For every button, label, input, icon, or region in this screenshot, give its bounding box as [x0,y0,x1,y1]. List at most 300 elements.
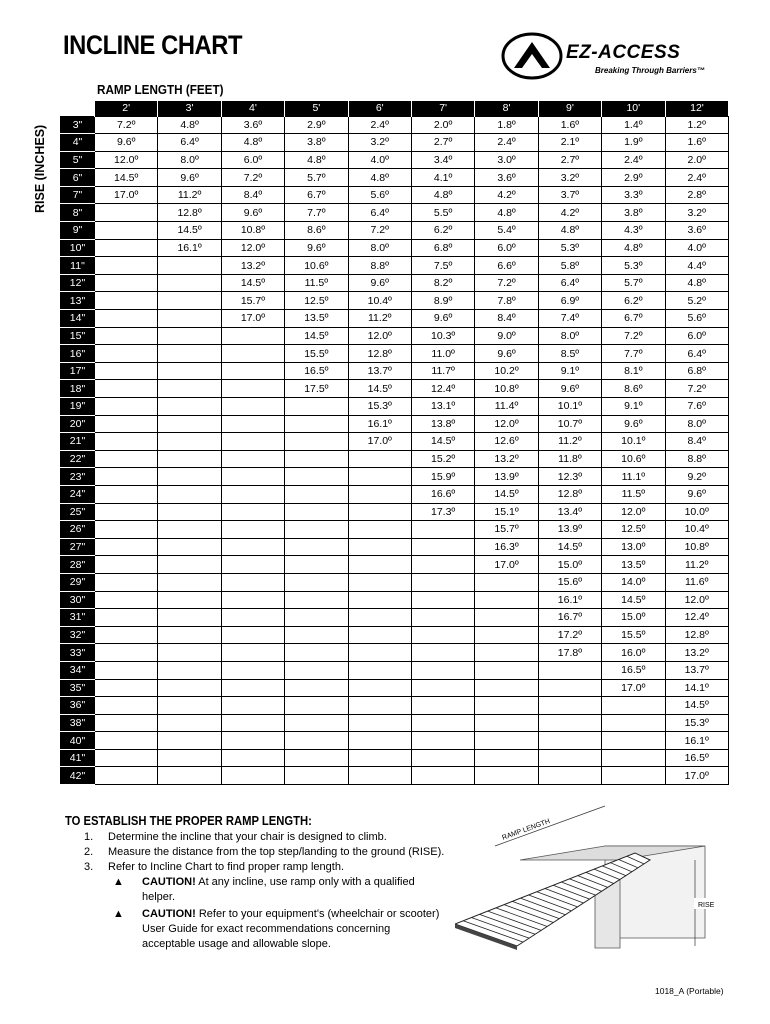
table-row [61,609,729,627]
incline-cell [348,485,411,503]
incline-cell [158,433,221,451]
incline-cell: 15.3º [665,714,728,732]
incline-cell [221,433,284,451]
incline-cell [221,609,284,627]
rise-cell: 3" [61,116,95,134]
incline-cell [411,626,474,644]
incline-cell [285,450,348,468]
table-row [61,186,729,204]
incline-cell [158,626,221,644]
table-row [61,767,729,785]
column-header: 6' [348,101,411,116]
incline-cell [285,697,348,715]
incline-cell [221,485,284,503]
incline-cell: 13.7º [348,362,411,380]
table-row [61,134,729,152]
rise-cell: 31" [61,609,95,627]
rise-cell: 6" [61,169,95,187]
incline-cell: 3.0º [475,151,538,169]
incline-cell [285,521,348,539]
incline-cell: 15.5º [602,626,665,644]
incline-cell: 4.2º [538,204,601,222]
incline-cell: 14.5º [221,274,284,292]
incline-cell: 13.5º [285,310,348,328]
incline-cell [221,398,284,416]
incline-cell [221,362,284,380]
incline-cell: 6.4º [538,274,601,292]
incline-cell: 9.6º [95,134,158,152]
incline-cell: 5.3º [538,239,601,257]
table-row [61,450,729,468]
incline-cell [158,362,221,380]
incline-cell [158,468,221,486]
incline-cell: 15.0º [602,609,665,627]
step-text: Measure the distance from the top step/landing to the ground (RISE). [108,846,445,858]
incline-cell [285,626,348,644]
incline-cell: 12.4º [411,380,474,398]
incline-cell: 2.8º [665,186,728,204]
incline-cell: 13.8º [411,415,474,433]
incline-cell: 9.6º [221,204,284,222]
incline-cell: 4.2º [475,186,538,204]
incline-cell: 8.4º [665,433,728,451]
incline-cell [221,521,284,539]
incline-cell [285,591,348,609]
incline-cell [221,767,284,785]
incline-cell [158,644,221,662]
incline-cell: 8.6º [602,380,665,398]
incline-cell: 17.0º [475,556,538,574]
incline-cell [411,609,474,627]
incline-cell [221,345,284,363]
incline-cell: 3.8º [602,204,665,222]
incline-cell: 16.1º [348,415,411,433]
incline-cell: 4.8º [221,134,284,152]
column-header: 4' [221,101,284,116]
incline-cell [285,556,348,574]
column-header: 3' [158,101,221,116]
caution-list [113,875,443,954]
ramp-length-axis-label: RAMP LENGTH (FEET) [97,82,224,97]
incline-cell [602,697,665,715]
table-row [61,714,729,732]
step-text: Determine the incline that your chair is designed to climb. [108,831,387,843]
incline-cell: 12.5º [285,292,348,310]
incline-cell: 17.8º [538,644,601,662]
caution-label: CAUTION! [142,876,196,888]
table-row [61,169,729,187]
incline-cell: 4.1º [411,169,474,187]
incline-cell [348,468,411,486]
incline-cell: 16.7º [538,609,601,627]
incline-cell [411,714,474,732]
incline-cell [602,767,665,785]
caution-item [113,875,443,905]
incline-cell: 8.0º [348,239,411,257]
incline-cell: 4.8º [285,151,348,169]
rise-cell: 4" [61,134,95,152]
rise-cell: 12" [61,274,95,292]
incline-cell: 10.8º [665,538,728,556]
incline-cell [221,732,284,750]
incline-cell: 6.7º [602,310,665,328]
incline-cell: 9.6º [665,485,728,503]
column-header-row [61,101,729,116]
incline-cell [411,644,474,662]
rise-cell: 27" [61,538,95,556]
table-row [61,239,729,257]
rise-cell: 35" [61,679,95,697]
incline-cell: 1.6º [665,134,728,152]
incline-cell: 8.6º [285,222,348,240]
incline-cell [158,521,221,539]
incline-cell [95,274,158,292]
incline-cell: 12.0º [602,503,665,521]
table-row [61,679,729,697]
incline-cell [475,644,538,662]
incline-cell [158,503,221,521]
incline-cell: 7.2º [95,116,158,134]
incline-cell: 7.6º [665,398,728,416]
incline-cell: 8.8º [665,450,728,468]
incline-cell: 17.5º [285,380,348,398]
incline-cell: 14.0º [602,573,665,591]
incline-cell: 3.7º [538,186,601,204]
incline-cell [221,714,284,732]
rise-cell: 9" [61,222,95,240]
table-row [61,292,729,310]
incline-cell [348,503,411,521]
incline-cell [538,697,601,715]
incline-cell: 4.8º [538,222,601,240]
incline-cell [95,556,158,574]
incline-cell: 6.2º [602,292,665,310]
table-row [61,327,729,345]
incline-cell: 9.1º [602,398,665,416]
incline-cell [95,204,158,222]
incline-cell: 2.4º [348,116,411,134]
table-row [61,468,729,486]
caution-text [142,907,443,952]
rise-cell: 11" [61,257,95,275]
incline-cell: 4.8º [411,186,474,204]
incline-cell [158,345,221,363]
incline-cell: 1.6º [538,116,601,134]
incline-cell: 2.7º [411,134,474,152]
incline-cell: 14.5º [602,591,665,609]
incline-cell: 11.5º [285,274,348,292]
incline-cell: 2.9º [285,116,348,134]
column-header: 10' [602,101,665,116]
incline-cell: 13.9º [538,521,601,539]
incline-cell [285,661,348,679]
incline-cell: 13.1º [411,398,474,416]
incline-cell [158,767,221,785]
incline-cell [348,573,411,591]
incline-cell [95,679,158,697]
instructions-heading: TO ESTABLISH THE PROPER RAMP LENGTH: [65,814,312,828]
incline-cell: 7.2º [602,327,665,345]
table-row [61,116,729,134]
step-item [84,830,464,845]
incline-cell: 15.9º [411,468,474,486]
incline-cell [158,485,221,503]
rise-cell: 10" [61,239,95,257]
rise-cell: 28" [61,556,95,574]
rise-cell: 42" [61,767,95,785]
incline-cell: 7.8º [475,292,538,310]
incline-cell: 8.0º [538,327,601,345]
incline-cell [348,714,411,732]
incline-cell [285,398,348,416]
table-row [61,398,729,416]
incline-cell: 15.7º [221,292,284,310]
table-row [61,151,729,169]
incline-cell: 17.0º [95,186,158,204]
step-number: 3. [84,861,94,873]
rise-cell: 30" [61,591,95,609]
incline-cell: 13.9º [475,468,538,486]
incline-cell: 4.3º [602,222,665,240]
incline-cell [602,732,665,750]
incline-cell [158,697,221,715]
incline-cell [221,468,284,486]
incline-cell: 11.4º [475,398,538,416]
incline-chart-table [60,101,729,785]
incline-cell: 3.6º [475,169,538,187]
incline-cell: 14.5º [665,697,728,715]
incline-cell: 16.5º [665,749,728,767]
incline-cell: 12.0º [665,591,728,609]
rise-cell: 40" [61,732,95,750]
incline-cell: 13.0º [602,538,665,556]
incline-cell [95,485,158,503]
incline-cell: 8.0º [665,415,728,433]
rise-cell: 33" [61,644,95,662]
incline-cell: 9.2º [665,468,728,486]
rise-cell: 32" [61,626,95,644]
rise-cell: 34" [61,661,95,679]
incline-cell [95,380,158,398]
incline-cell [475,626,538,644]
incline-cell [95,573,158,591]
incline-cell [221,415,284,433]
incline-cell [285,732,348,750]
incline-cell: 6.2º [411,222,474,240]
rise-cell: 29" [61,573,95,591]
incline-cell: 8.8º [348,257,411,275]
incline-cell: 14.5º [285,327,348,345]
incline-cell: 12.0º [475,415,538,433]
incline-cell [285,679,348,697]
incline-cell: 6.4º [348,204,411,222]
table-row [61,697,729,715]
incline-cell: 17.0º [602,679,665,697]
incline-cell [411,732,474,750]
rise-cell: 22" [61,450,95,468]
incline-cell [95,292,158,310]
incline-cell [221,556,284,574]
incline-cell: 3.3º [602,186,665,204]
incline-cell: 6.0º [665,327,728,345]
column-header: 2' [95,101,158,116]
incline-cell: 3.6º [221,116,284,134]
rise-cell: 14" [61,310,95,328]
incline-cell [411,749,474,767]
column-header: 12' [665,101,728,116]
incline-cell [348,697,411,715]
table-row [61,257,729,275]
column-header: 8' [475,101,538,116]
incline-cell: 9.6º [602,415,665,433]
incline-cell: 10.1º [538,398,601,416]
incline-cell [348,591,411,609]
incline-cell [538,661,601,679]
incline-cell: 2.4º [665,169,728,187]
incline-cell: 3.2º [665,204,728,222]
incline-cell [158,274,221,292]
incline-cell [475,732,538,750]
incline-cell [475,573,538,591]
incline-cell [95,749,158,767]
incline-cell: 8.4º [475,310,538,328]
incline-cell: 17.0º [665,767,728,785]
incline-cell [538,714,601,732]
incline-cell [95,310,158,328]
incline-cell: 10.0º [665,503,728,521]
incline-cell: 4.4º [665,257,728,275]
incline-cell [285,468,348,486]
incline-cell [95,257,158,275]
incline-cell [158,749,221,767]
incline-cell: 4.8º [158,116,221,134]
incline-cell [95,468,158,486]
ez-access-logo [500,30,722,82]
table-row [61,222,729,240]
table-row [61,345,729,363]
incline-cell [158,450,221,468]
ramp-length-dimension-line [495,806,605,846]
table-row [61,538,729,556]
incline-cell [411,573,474,591]
incline-cell: 10.4º [348,292,411,310]
table-row [61,591,729,609]
incline-cell [411,521,474,539]
incline-cell: 16.5º [285,362,348,380]
incline-cell: 13.5º [602,556,665,574]
incline-cell: 7.4º [538,310,601,328]
step-number: 2. [84,846,94,858]
step-text: Refer to Incline Chart to find proper ramp length. [108,861,345,873]
incline-cell: 9.6º [348,274,411,292]
incline-cell: 8.5º [538,345,601,363]
incline-cell: 6.6º [475,257,538,275]
table-row [61,503,729,521]
incline-cell [285,573,348,591]
incline-cell [95,644,158,662]
incline-cell [221,626,284,644]
caution-text [142,875,443,905]
incline-cell: 4.8º [665,274,728,292]
incline-cell: 15.7º [475,521,538,539]
rise-cell: 26" [61,521,95,539]
incline-cell [95,415,158,433]
incline-cell: 15.0º [538,556,601,574]
incline-cell: 10.2º [475,362,538,380]
incline-cell [475,679,538,697]
incline-cell: 16.1º [158,239,221,257]
incline-cell: 17.0º [348,433,411,451]
column-header: 7' [411,101,474,116]
table-row [61,415,729,433]
incline-cell: 14.1º [665,679,728,697]
incline-cell: 8.9º [411,292,474,310]
incline-cell [158,310,221,328]
incline-cell [95,450,158,468]
rise-cell: 17" [61,362,95,380]
incline-cell: 4.0º [348,151,411,169]
incline-cell [411,767,474,785]
incline-cell [221,503,284,521]
incline-cell: 11.2º [158,186,221,204]
incline-cell [95,239,158,257]
incline-cell [158,714,221,732]
caution-label: CAUTION! [142,908,196,920]
incline-cell: 17.3º [411,503,474,521]
rise-cell: 25" [61,503,95,521]
rise-cell: 23" [61,468,95,486]
incline-cell: 14.5º [475,485,538,503]
caution-item [113,907,443,952]
logo-tagline: Breaking Through Barriers™ [595,66,705,75]
incline-cell: 12.8º [538,485,601,503]
incline-cell [475,697,538,715]
incline-cell [158,573,221,591]
incline-cell: 12.8º [158,204,221,222]
table-row [61,380,729,398]
incline-cell: 14.5º [348,380,411,398]
column-header: 9' [538,101,601,116]
incline-cell [221,661,284,679]
incline-cell: 5.6º [348,186,411,204]
incline-cell: 10.8º [475,380,538,398]
rise-cell: 13" [61,292,95,310]
incline-cell: 7.7º [285,204,348,222]
rise-cell: 5" [61,151,95,169]
incline-cell [95,626,158,644]
incline-cell [348,732,411,750]
incline-cell [158,679,221,697]
incline-cell: 11.2º [348,310,411,328]
incline-cell: 5.7º [602,274,665,292]
incline-cell [285,485,348,503]
rise-cell: 20" [61,415,95,433]
incline-cell: 1.4º [602,116,665,134]
table-row [61,362,729,380]
incline-cell [538,767,601,785]
rise-cell: 19" [61,398,95,416]
incline-cell: 2.4º [602,151,665,169]
incline-cell: 3.6º [665,222,728,240]
incline-cell [95,538,158,556]
incline-cell: 5.6º [665,310,728,328]
incline-cell [221,749,284,767]
table-row [61,310,729,328]
incline-cell [158,661,221,679]
incline-cell [538,732,601,750]
incline-cell [348,749,411,767]
rise-cell: 38" [61,714,95,732]
